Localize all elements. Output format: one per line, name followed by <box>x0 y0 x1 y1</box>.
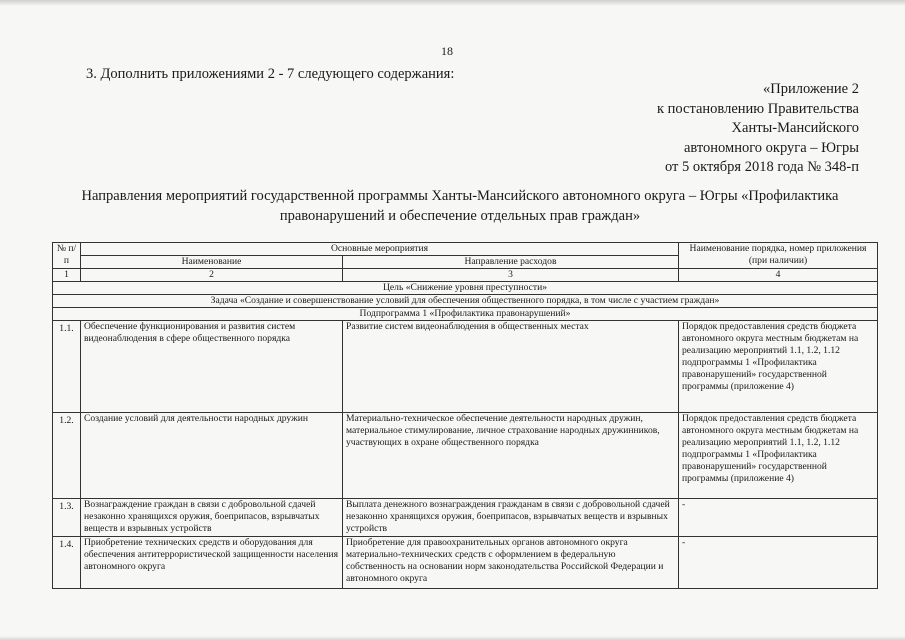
page-number: 18 <box>441 44 453 58</box>
row-number: 1.3. <box>53 499 81 537</box>
header-procedure: Наименование порядка, номер приложения (при наличии) <box>679 243 878 269</box>
header-direction: Направление расходов <box>343 256 679 269</box>
row-direction: Материально-техническое обеспечение деятельности народных дружин, материальное стимулирование, личное страхование народных дружинников, участвующих в охране общественного порядка <box>343 413 679 499</box>
column-number: 3 <box>343 269 679 282</box>
appendix-line: Ханты-Мансийского <box>731 120 859 136</box>
row-direction: Выплата денежного вознаграждения гражданам в связи с добровольной сдачей незаконно хранящихся оружия, боеприпасов, взрывчатых веществ и взрывных устройств <box>343 499 679 537</box>
goal-cell: Цель «Снижение уровня преступности» <box>53 282 878 295</box>
scan-edge-top <box>0 0 905 6</box>
task-row <box>53 295 878 308</box>
column-number: 1 <box>53 269 81 282</box>
title-line: правонарушений и обеспечение отдельных прав граждан» <box>279 208 641 224</box>
row-number: 1.4. <box>53 537 81 589</box>
appendix-line: «Приложение 2 <box>763 81 859 97</box>
row-name: Обеспечение функционирования и развития систем видеонаблюдения в сфере общественного порядка <box>81 321 343 413</box>
subprogram-cell: Подпрограмма 1 «Профилактика правонарушений» <box>53 308 878 321</box>
intro-paragraph: 3. Дополнить приложениями 2 - 7 следующего содержания: <box>86 66 455 82</box>
row-name: Приобретение технических средств и оборудования для обеспечения антитеррористической защищенности населения автономного округа <box>81 537 343 589</box>
activities-table <box>52 242 878 589</box>
row-number: 1.1. <box>53 321 81 413</box>
appendix-line: автономного округа – Югры <box>683 139 859 156</box>
column-number: 4 <box>679 269 878 282</box>
row-direction: Развитие систем видеонаблюдения в общественных местах <box>343 321 679 413</box>
appendix-line: от 5 октября 2018 года № 348-п <box>664 159 859 175</box>
row-procedure: - <box>679 537 878 589</box>
header-num: № п/п <box>53 243 81 269</box>
appendix-header <box>657 80 859 178</box>
table-row <box>53 321 878 413</box>
document-title <box>40 186 880 226</box>
row-number: 1.2. <box>53 413 81 499</box>
table-row <box>53 413 878 499</box>
row-name: Создание условий для деятельности народных дружин <box>81 413 343 499</box>
column-numbers-row <box>53 269 878 282</box>
subprogram-row <box>53 308 878 321</box>
row-procedure: Порядок предоставления средств бюджета автономного округа местным бюджетам на реализацию мероприятий 1.1, 1.2, 1.12 подпрограммы 1 «Профилактика правонарушений» государственной программы (приложение 4) <box>679 321 878 413</box>
table-row <box>53 499 878 537</box>
goal-row <box>53 282 878 295</box>
row-direction: Приобретение для правоохранительных органов автономного округа материально-технических средств с оформлением в федеральную собственность на основании норм законодательства Российской Федерации и автономного округа <box>343 537 679 589</box>
appendix-line: к постановлению Правительства <box>657 100 859 117</box>
task-cell: Задача «Создание и совершенствование условий для обеспечения общественного порядка, в том числе с участием граждан» <box>53 295 878 308</box>
header-main-activities: Основные мероприятия <box>81 243 679 256</box>
row-procedure: Порядок предоставления средств бюджета автономного округа местным бюджетам на реализацию мероприятий 1.1, 1.2, 1.12 подпрограммы 1 «Профилактика правонарушений» государственной программы (приложение 4) <box>679 413 878 499</box>
table-header-row <box>53 243 878 256</box>
column-number: 2 <box>81 269 343 282</box>
header-name: Наименование <box>81 256 343 269</box>
scan-edge-bottom <box>0 636 905 640</box>
row-procedure: - <box>679 499 878 537</box>
row-name: Вознаграждение граждан в связи с добровольной сдачей незаконно хранящихся оружия, боеприпасов, взрывчатых веществ и взрывных устройств <box>81 499 343 537</box>
title-line: Направления мероприятий государственной программы Ханты-Мансийского автономного округа – Югры «Профилактика <box>81 188 839 204</box>
table-row <box>53 537 878 589</box>
